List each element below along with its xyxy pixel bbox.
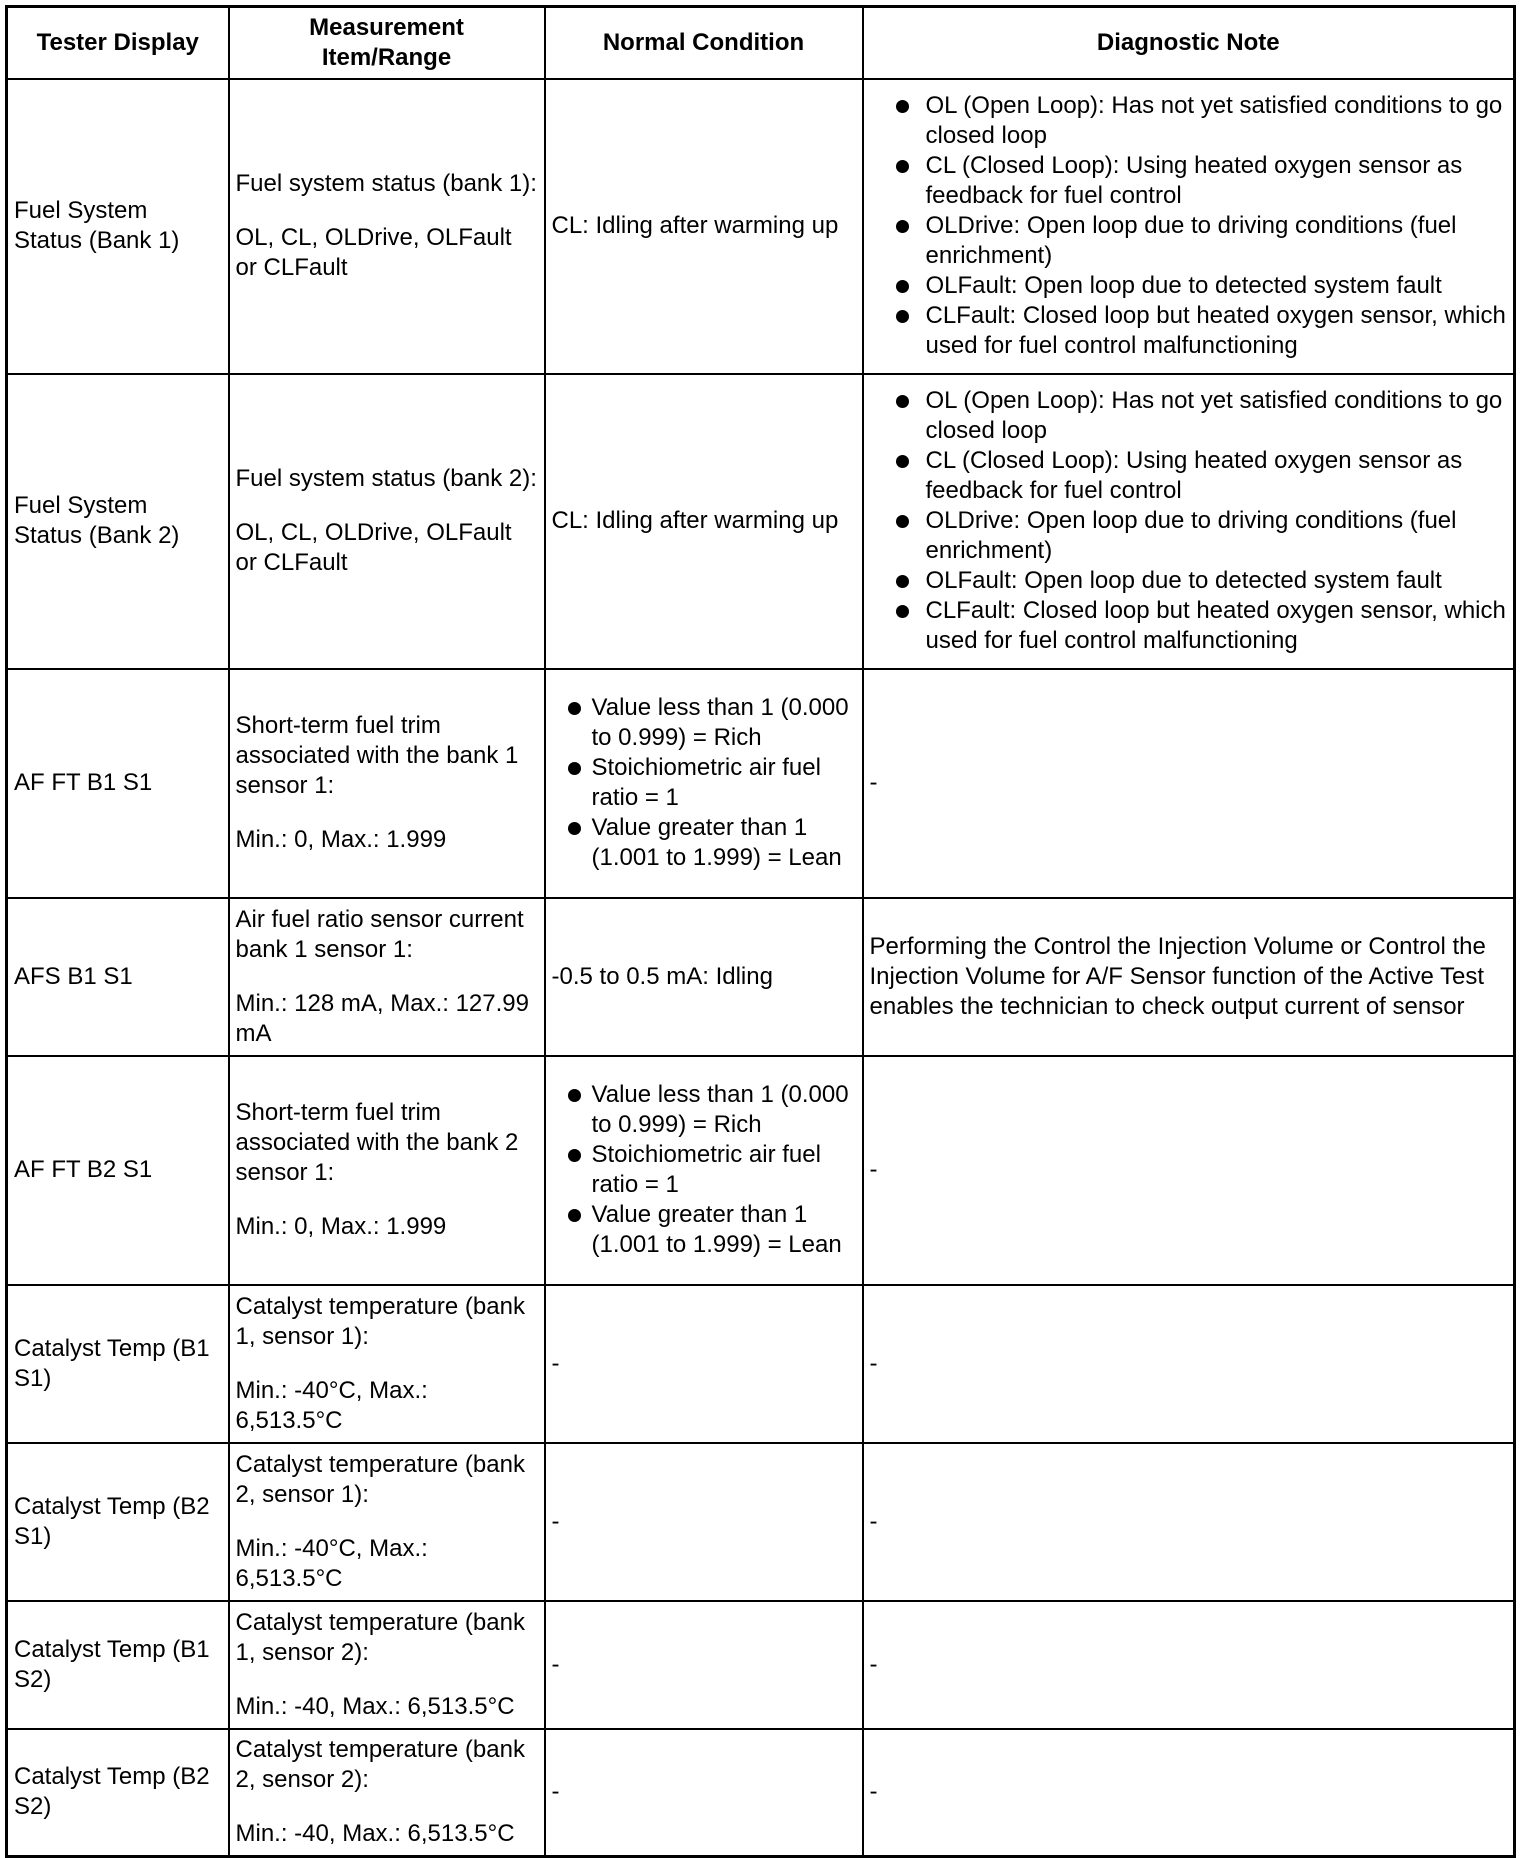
tester-display-cell: AF FT B2 S1 <box>7 1056 229 1285</box>
header-tester-display: Tester Display <box>7 7 229 79</box>
note-bullet-list <box>870 91 1508 361</box>
note-bullet: OLDrive: Open loop due to driving conditions (fuel enrichment) <box>870 211 1508 271</box>
measurement-item: Catalyst temperature (bank 1, sensor 2): <box>235 1608 525 1666</box>
measurement-item-cell <box>229 898 545 1056</box>
diagnostic-data-table <box>5 5 1516 1858</box>
note-bullet: OLFault: Open loop due to detected system fault <box>870 271 1508 301</box>
diagnostic-note-cell: - <box>863 669 1515 898</box>
measurement-range: Min.: -40°C, Max.: 6,513.5°C <box>235 1534 428 1592</box>
table-row <box>7 898 1515 1056</box>
diagnostic-note-cell: - <box>863 1056 1515 1285</box>
header-diagnostic-note: Diagnostic Note <box>863 7 1515 79</box>
normal-condition-cell: -0.5 to 0.5 mA: Idling <box>545 898 863 1056</box>
diagnostic-note-cell <box>863 79 1515 374</box>
measurement-item: Air fuel ratio sensor current bank 1 sensor 1: <box>235 905 524 963</box>
condition-bullet-list <box>552 1080 856 1260</box>
diagnostic-note-cell: - <box>863 1729 1515 1857</box>
measurement-item-cell <box>229 1056 545 1285</box>
measurement-item-cell <box>229 1601 545 1729</box>
tester-display-cell: Catalyst Temp (B1 S2) <box>7 1601 229 1729</box>
note-bullet-list <box>870 386 1508 656</box>
note-bullet: CL (Closed Loop): Using heated oxygen sensor as feedback for fuel control <box>870 151 1508 211</box>
tester-display-cell: Catalyst Temp (B2 S2) <box>7 1729 229 1857</box>
measurement-item: Catalyst temperature (bank 1, sensor 1): <box>235 1292 525 1350</box>
measurement-range: Min.: 0, Max.: 1.999 <box>235 1213 447 1240</box>
table-row <box>7 1729 1515 1857</box>
normal-condition-cell: - <box>545 1601 863 1729</box>
diagnostic-note-cell: - <box>863 1443 1515 1601</box>
measurement-range: Min.: -40°C, Max.: 6,513.5°C <box>235 1376 428 1434</box>
tester-display-cell: Catalyst Temp (B1 S1) <box>7 1285 229 1443</box>
condition-bullet-list <box>552 693 856 873</box>
note-bullet: CL (Closed Loop): Using heated oxygen sensor as feedback for fuel control <box>870 446 1508 506</box>
note-bullet: OL (Open Loop): Has not yet satisfied conditions to go closed loop <box>870 91 1508 151</box>
tester-display-cell: AFS B1 S1 <box>7 898 229 1056</box>
measurement-range: OL, CL, OLDrive, OLFault or CLFault <box>235 224 512 281</box>
normal-condition-cell: CL: Idling after warming up <box>545 374 863 669</box>
measurement-range: Min.: -40, Max.: 6,513.5°C <box>235 1820 515 1848</box>
measurement-item-cell <box>229 1285 545 1443</box>
table-row <box>7 374 1515 669</box>
measurement-item-cell <box>229 374 545 669</box>
table-row <box>7 1056 1515 1285</box>
normal-condition-cell: - <box>545 1285 863 1443</box>
note-bullet: OLFault: Open loop due to detected system fault <box>870 566 1508 596</box>
normal-condition-cell: CL: Idling after warming up <box>545 79 863 374</box>
tester-display-cell: Catalyst Temp (B2 S1) <box>7 1443 229 1601</box>
diagnostic-note-cell <box>863 374 1515 669</box>
table-row <box>7 1285 1515 1443</box>
measurement-range: OL, CL, OLDrive, OLFault or CLFault <box>235 519 512 576</box>
condition-bullet: Value greater than 1 (1.001 to 1.999) = Lean <box>552 813 856 873</box>
measurement-item: Short-term fuel trim associated with the bank 2 sensor 1: <box>235 1099 519 1186</box>
header-row <box>7 7 1515 79</box>
condition-bullet: Value less than 1 (0.000 to 0.999) = Rich <box>552 693 856 753</box>
measurement-range: Min.: 0, Max.: 1.999 <box>235 826 447 853</box>
measurement-item-cell <box>229 1443 545 1601</box>
condition-bullet: Stoichiometric air fuel ratio = 1 <box>552 1140 856 1200</box>
measurement-item-cell <box>229 1729 545 1857</box>
measurement-item: Catalyst temperature (bank 2, sensor 2): <box>235 1736 525 1794</box>
measurement-item: Short-term fuel trim associated with the bank 1 sensor 1: <box>235 712 519 799</box>
condition-bullet: Value greater than 1 (1.001 to 1.999) = Lean <box>552 1200 856 1260</box>
tester-display-cell: Fuel System Status (Bank 1) <box>7 79 229 374</box>
measurement-range: Min.: 128 mA, Max.: 127.99 mA <box>235 989 529 1047</box>
table-row <box>7 1601 1515 1729</box>
normal-condition-cell <box>545 669 863 898</box>
note-bullet: OLDrive: Open loop due to driving conditions (fuel enrichment) <box>870 506 1508 566</box>
tester-display-cell: AF FT B1 S1 <box>7 669 229 898</box>
note-bullet: OL (Open Loop): Has not yet satisfied conditions to go closed loop <box>870 386 1508 446</box>
normal-condition-cell <box>545 1056 863 1285</box>
table-row <box>7 669 1515 898</box>
note-bullet: CLFault: Closed loop but heated oxygen sensor, which used for fuel control malfunctioning <box>870 596 1508 656</box>
measurement-item: Catalyst temperature (bank 2, sensor 1): <box>235 1450 525 1508</box>
normal-condition-cell: - <box>545 1443 863 1601</box>
measurement-item-cell <box>229 79 545 374</box>
condition-bullet: Stoichiometric air fuel ratio = 1 <box>552 753 856 813</box>
measurement-item: Fuel system status (bank 1): <box>235 170 537 197</box>
header-normal-condition: Normal Condition <box>545 7 863 79</box>
normal-condition-cell: - <box>545 1729 863 1857</box>
diagnostic-note-cell: - <box>863 1285 1515 1443</box>
measurement-item: Fuel system status (bank 2): <box>235 465 537 492</box>
note-bullet: CLFault: Closed loop but heated oxygen sensor, which used for fuel control malfunctioning <box>870 301 1508 361</box>
table-row <box>7 79 1515 374</box>
tester-display-cell: Fuel System Status (Bank 2) <box>7 374 229 669</box>
measurement-range: Min.: -40, Max.: 6,513.5°C <box>235 1692 515 1720</box>
header-measurement-item: Measurement Item/Range <box>229 7 545 79</box>
measurement-item-cell <box>229 669 545 898</box>
table-row <box>7 1443 1515 1601</box>
diagnostic-note-cell: Performing the Control the Injection Volume or Control the Injection Volume for A/F Sensor function of the Active Test enables the technician to check output current of sensor <box>863 898 1515 1056</box>
condition-bullet: Value less than 1 (0.000 to 0.999) = Rich <box>552 1080 856 1140</box>
diagnostic-note-cell: - <box>863 1601 1515 1729</box>
